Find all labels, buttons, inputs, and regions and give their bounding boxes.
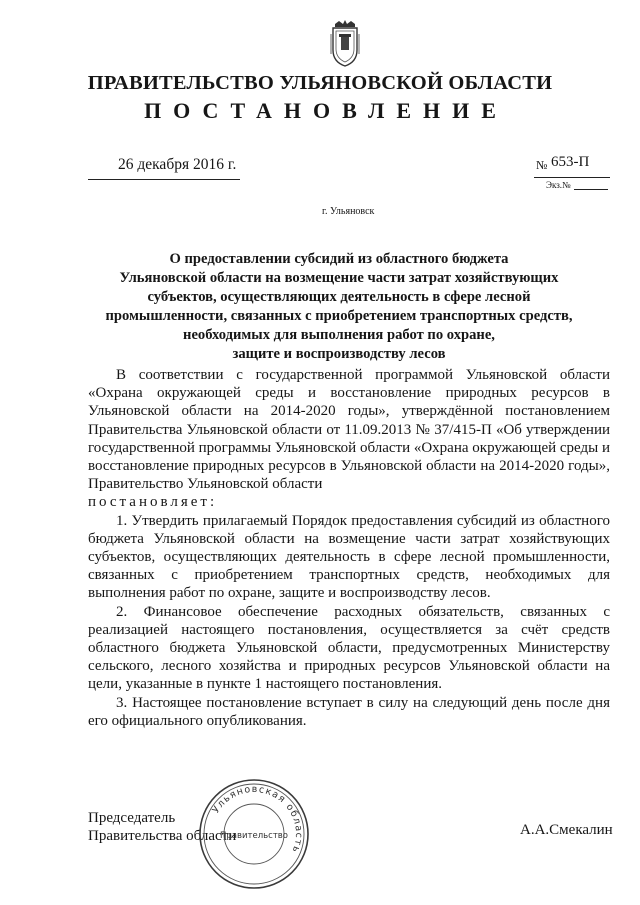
title-line: промышленности, связанных с приобретением транспортных средств, <box>105 308 573 324</box>
city-name: г. Ульяновск <box>322 206 375 217</box>
document-title <box>100 250 578 364</box>
position-line: Правительства области <box>88 828 237 844</box>
title-line: О предоставлении субсидий из областного бюджета <box>169 251 509 267</box>
copy-number-underline <box>574 189 608 190</box>
title-line: субъектов, осуществляющих деятельность в сфере лесной <box>147 289 531 305</box>
number-underline <box>534 177 610 178</box>
coat-of-arms-emblem <box>327 20 363 68</box>
copy-number-label: Экз.№ <box>546 180 571 190</box>
seal-ring-text: Ульяновская область <box>210 783 305 855</box>
government-name: ПРАВИТЕЛЬСТВО УЛЬЯНОВСКОЙ ОБЛАСТИ <box>87 72 553 94</box>
seal-center-text: Правительство <box>220 831 288 841</box>
title-line: необходимых для выполнения работ по охране, <box>183 327 495 343</box>
preamble-paragraph: В соответствии с государственной программой Ульяновской области «Охрана окружающей среды и восстановление природных ресурсов в Ульяновской области на 2014-2020 годы», утверждённой постановлением Правительства Ульяновской области от 11.09.2013 № 37/415-П «Об утверждении государственной программы Ульяновской области «Охрана окружающей среды и восстановление природных ресурсов в Ульяновской области на 2014-2020 годы», Правительство Ульяновской области <box>88 367 610 493</box>
title-line: защите и воспроизводству лесов <box>232 346 446 362</box>
number-prefix: № <box>536 158 548 172</box>
decree-word: постановляет: <box>88 494 218 511</box>
position-line: Председатель <box>88 810 176 826</box>
date-underline <box>88 179 240 180</box>
document-number: 653-П <box>551 154 590 170</box>
document-date: 26 декабря 2016 г. <box>118 156 237 173</box>
document-type: ПОСТАНОВЛЕНИЕ <box>144 98 508 123</box>
body-paragraph-1: 1. Утвердить прилагаемый Порядок предоставления субсидий из областного бюджета Ульяновской области на возмещение части затрат хозяйствующих субъектов, осуществляющих деятельность в сфере лесной промышленности, связанных с приобретением транспортных средств, необходимых для выполнения работ по охране, защите и воспроизводству лесов. <box>88 512 610 602</box>
body-paragraph-3: 3. Настоящее постановление вступает в силу на следующий день после дня его официального опубликования. <box>88 694 610 729</box>
signatory-name: А.А.Смекалин <box>520 822 613 838</box>
official-seal-stamp <box>196 776 312 892</box>
document-body <box>88 366 610 730</box>
body-paragraph-2: 2. Финансовое обеспечение расходных обязательств, связанных с реализацией настоящего постановления, осуществляется за счёт средств областного бюджета Ульяновской области, предусмотренных Министерству сельского, лесного хозяйства и природных ресурсов Ульяновской области на цели, указанные в пункте 1 настоящего постановления. <box>88 603 610 693</box>
title-line: Ульяновской области на возмещение части затрат хозяйствующих <box>119 270 559 286</box>
